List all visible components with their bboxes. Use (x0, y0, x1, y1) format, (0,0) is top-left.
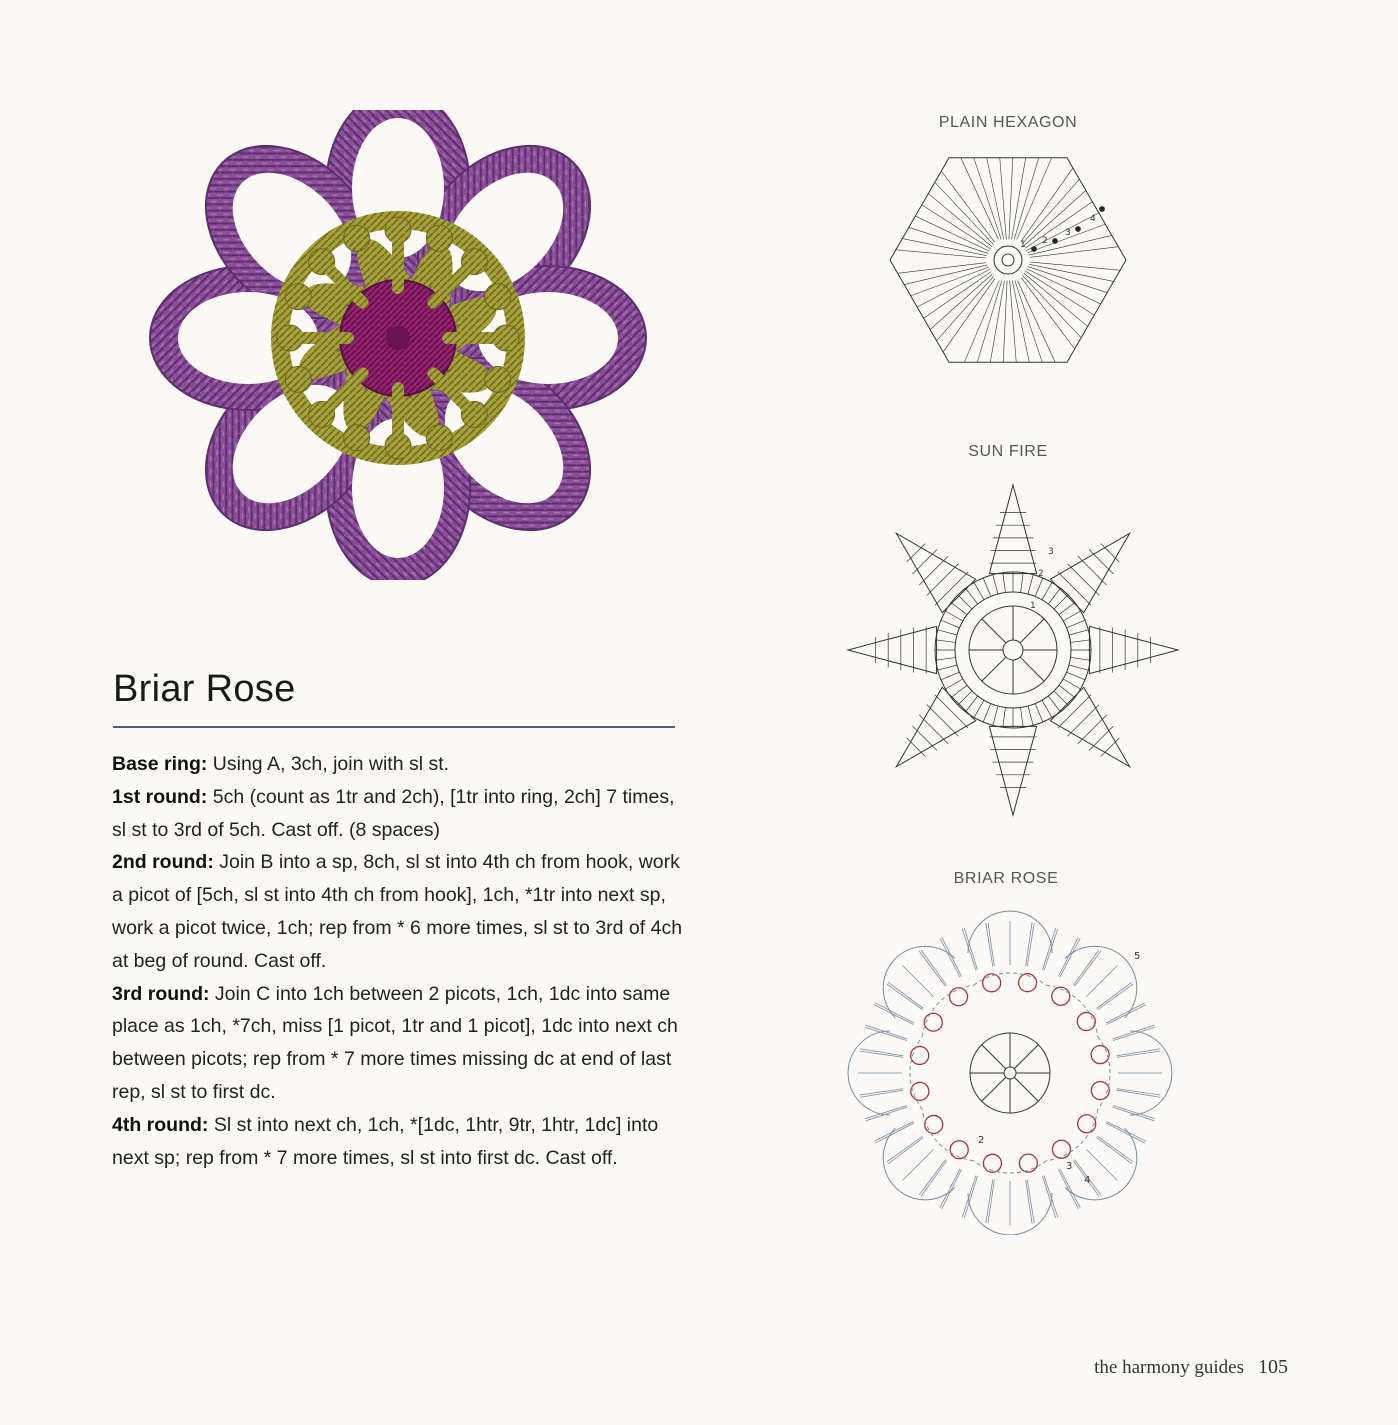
sun-fire-chart (838, 478, 1188, 828)
round-mark: 3 (1065, 228, 1071, 238)
crochet-motif-photo (130, 110, 650, 580)
page-footer (1094, 1356, 1288, 1379)
title-underline (113, 726, 675, 728)
round-mark: 1 (1030, 601, 1036, 611)
round-mark: 3 (1048, 547, 1054, 557)
instruction-text: Join B into a sp, 8ch, sl st into 4th ch from hook, work a picot of [5ch, sl st into 4th ch from hook], 1ch, *1tr into next sp, work a picot twice, 1ch; rep from * 6 more times, sl st to 3rd of 4ch at beg of round. Cast off. (112, 851, 683, 972)
pattern-instructions (112, 748, 692, 1174)
instruction-round-4 (112, 1109, 692, 1175)
instruction-label: Base ring: (112, 753, 208, 775)
round-mark: 2 (1042, 236, 1048, 246)
instruction-text: Join C into 1ch between 2 picots, 1ch, 1dc into same place as 1ch, *7ch, miss [1 picot, 1tr and 1 picot], 1dc into next ch between picots; rep from * 7 more times missing dc at end of last rep, sl st to first dc. (112, 982, 678, 1103)
plain-hexagon-chart (880, 145, 1136, 385)
instruction-label: 4th round: (112, 1113, 209, 1136)
round-mark: 3 (1066, 1161, 1073, 1172)
round-mark: 2 (978, 1135, 985, 1146)
instruction-round-1 (112, 781, 692, 847)
round-mark: 4 (1090, 214, 1096, 224)
instruction-text: 5ch (count as 1tr and 2ch), [1tr into ring, 2ch] 7 times, sl st to 3rd of 5ch. Cast off. (8 spaces) (112, 785, 675, 841)
book-title: the harmony guides (1094, 1357, 1244, 1378)
instruction-text: Using A, 3ch, join with sl st. (207, 753, 450, 775)
instruction-base-ring (112, 748, 692, 781)
instruction-round-3 (112, 978, 692, 1109)
briar-rose-chart (838, 905, 1178, 1235)
briar-rose-chart-label: BRIAR ROSE (953, 870, 1059, 887)
hexagon-chart-label: PLAIN HEXAGON (938, 114, 1078, 131)
round-mark: 4 (1084, 1175, 1091, 1186)
round-mark: 5 (1134, 951, 1141, 962)
instruction-label: 2nd round: (112, 851, 214, 874)
instruction-label: 3rd round: (112, 982, 210, 1005)
instruction-label: 1st round: (112, 785, 208, 808)
instruction-text: Sl st into next ch, 1ch, *[1dc, 1htr, 9tr, 1htr, 1dc] into next sp; rep from * 7 more times, sl st into first dc. Cast off. (112, 1113, 659, 1169)
instruction-round-2 (112, 846, 692, 977)
page-number: 105 (1258, 1356, 1288, 1378)
round-mark: 1 (1020, 240, 1026, 250)
sunfire-chart-label: SUN FIRE (968, 443, 1048, 460)
round-mark: 2 (1038, 569, 1044, 579)
pattern-title: Briar Rose (113, 668, 296, 710)
